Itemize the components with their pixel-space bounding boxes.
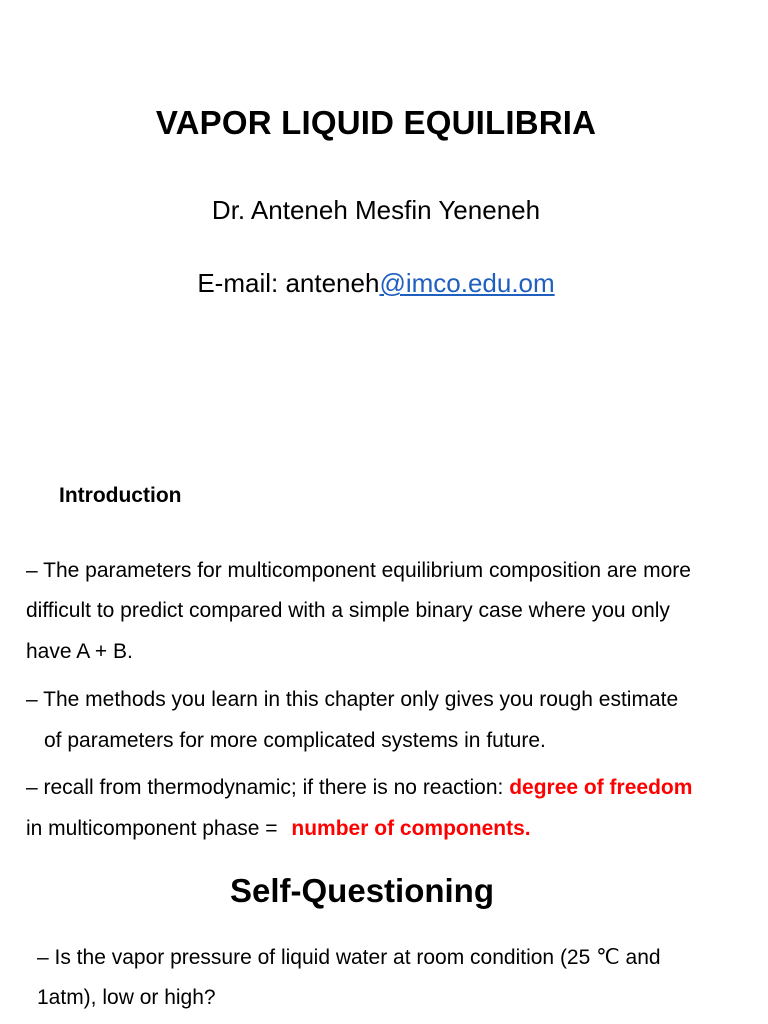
intro-line-5: of parameters for more complicated systems in future. (44, 729, 546, 752)
self-questioning-heading: Self-Questioning (230, 872, 494, 909)
email-link[interactable]: @imco.edu.om (379, 268, 555, 298)
intro-line-6-text: – recall from thermodynamic; if there is no reaction: (26, 776, 510, 799)
question-line-2: 1atm), low or high? (37, 986, 216, 1009)
intro-line-4: – The methods you learn in this chapter only gives you rough estimate (26, 688, 679, 711)
degree-of-freedom-emphasis: degree of freedom (509, 776, 693, 799)
email-label: E-mail: anteneh (197, 268, 380, 298)
intro-line-6 (26, 776, 692, 800)
email-line (0, 268, 752, 299)
number-of-components-emphasis: number of components. (291, 817, 531, 840)
question-line-1: – Is the vapor pressure of liquid water at room condition (25 ℃ and (37, 946, 661, 969)
intro-line-7 (26, 817, 531, 841)
intro-line-2: difficult to predict compared with a simple binary case where you only (26, 599, 670, 622)
intro-line-3: have A + B. (26, 640, 133, 663)
intro-line-7-text: in multicomponent phase = (26, 817, 284, 840)
document-title: VAPOR LIQUID EQUILIBRIA (155, 104, 597, 141)
introduction-heading: Introduction (59, 484, 182, 507)
author-name: Dr. Anteneh Mesfin Yeneneh (211, 195, 541, 225)
intro-line-1: – The parameters for multicomponent equilibrium composition are more (26, 559, 691, 582)
